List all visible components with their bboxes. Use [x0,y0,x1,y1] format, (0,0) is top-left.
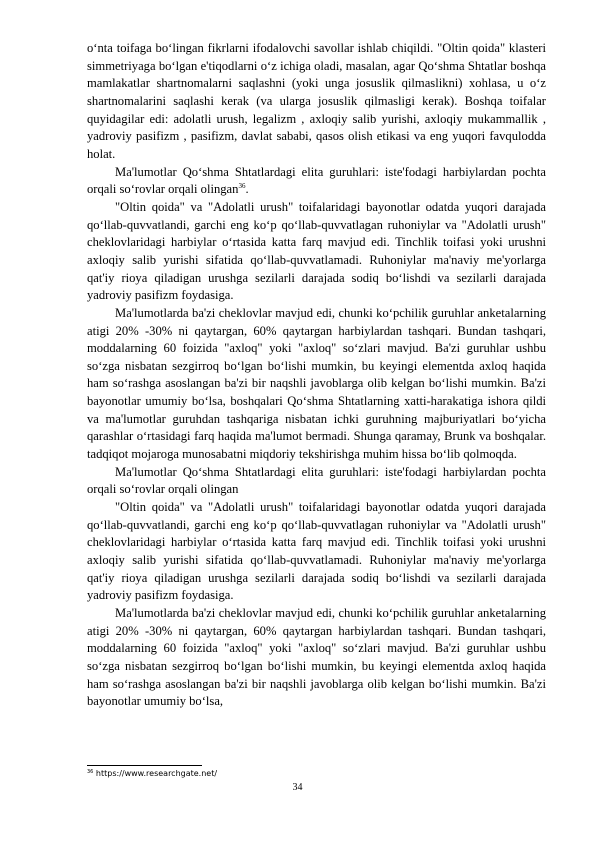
body-text [87,40,546,711]
paragraph-5: Ma'lumotlar Qoʻshma Shtatlardagi elita guruhlari: iste'fodagi harbiylardan pochta orqali soʻrovlar orqali olingan [87,464,546,497]
paragraph-2-text: Ma'lumotlar Qoʻshma Shtatlardagi elita guruhlari: iste'fodagi harbiylardan pochta orqali soʻrovlar orqali olingan [87,164,546,197]
footnote-reference[interactable]: 36 [238,182,246,191]
footnote-link[interactable]: https://www.researchgate.net/ [95,769,218,778]
paragraph-2: Ma'lumotlar Qoʻshma Shtatlardagi elita guruhlari: iste'fodagi harbiylardan pochta orqali soʻrovlar orqali olingan$^{36}$. [87,164,546,197]
page-number: 34 [292,782,303,793]
paragraph-1: oʻnta toifaga boʻlingan fikrlarni ifodalovchi savollar ishlab chiqildi. "Oltin qoida" klasteri simmetriyaga boʻlgan e'tiqodlarni oʻz ichiga oladi, masalan, agar Qoʻshma Shtatlar boshqa mamlakatlar shartnomalarni saqlashni (yoki unga josuslik qilmaslikni) xohlasa, u oʻz shartnomalarini saqlashi kerak (va ularga josuslik qilmasligi kerak). Boshqa toifalar quyidagilar edi: adolatli urush, legalizm , axloqiy salib yurishi, axloqiy mukammallik , yadroviy pasifizm , pasifizm, davlat sababi, qasos olish etikasi va eng yuqori favqulodda holat. [87,41,546,161]
paragraph-3: "Oltin qoida" va "Adolatli urush" toifalaridagi bayonotlar odatda yuqori darajada qoʻllab-quvvatlandi, garchi eng koʻp qoʻllab-quvvatlagan ruhoniylar va "Adolatli urush" cheklovlaridagi harbiylar oʻrtasida katta farq mavjud edi. Tinchlik toifasi yoki urushni axloqiy salib yurishi sifatida qoʻllab-quvvatlamadi. Ruhoniylar ma'naviy me'yorlarga qat'iy rioya qiladigan urushga sezilarli darajada sodiq boʻlishdi va sezilarli darajada yadroviy pasifizm foydasiga. [87,199,546,303]
paragraph-7: Ma'lumotlarda ba'zi cheklovlar mavjud edi, chunki koʻpchilik guruhlar anketalarning atigi 20% -30% ni qaytargan, 60% qaytargan harbiylardan tashqari. Bundan tashqari, moddalarning 60 foizida "axloq" yoki "axloq" soʻzlari mavjud. Ba'zi guruhlar ushbu soʻzga nisbatan sezgirroq boʻlgan boʻlishi mumkin, bu keyingi elementda axloq haqida ham soʻrashga asoslangan ba'zi bir naqshli javoblarga olib kelgan boʻlishi mumkin. Ba'zi bayonotlar umumiy boʻlsa, [87,606,546,709]
paragraph-4: Ma'lumotlarda ba'zi cheklovlar mavjud edi, chunki koʻpchilik guruhlar anketalarning atigi 20% -30% ni qaytargan, 60% qaytargan harbiylardan tashqari. Bundan tashqari, moddalarning 60 foizida "axloq" yoki "axloq" soʻzlari mavjud. Ba'zi guruhlar ushbu soʻzga nisbatan sezgirroq boʻlgan boʻlishi mumkin, bu keyingi elementda axloq haqida ham soʻrashga asoslangan ba'zi bir naqshli javoblarga olib kelgan boʻlishi mumkin. Ba'zi bayonotlar umumiy boʻlsa, boshqalari Qoʻshma Shtatlarning xatti-harakatiga ishora qildi va ma'lumotlar guruhdan tashqariga nisbatan ichki guruhning majburiyatlari boʻyicha qarashlar oʻrtasidagi farq haqida ma'lumot bermadi. Shunga qaramay, Brunk va boshqalar. tadqiqot mojaroga munosabatni miqdoriy tekshirishga muhim hissa boʻlib qolmoqda. [87,305,546,462]
paragraph-6: "Oltin qoida" va "Adolatli urush" toifalaridagi bayonotlar odatda yuqori darajada qoʻllab-quvvatlandi, garchi eng koʻp qoʻllab-quvvatlagan ruhoniylar va "Adolatli urush" cheklovlaridagi harbiylar oʻrtasida katta farq mavjud edi. Tinchlik toifasi yoki urushni axloqiy salib yurishi sifatida qoʻllab-quvvatlamadi. Ruhoniylar ma'naviy me'yorlarga qat'iy rioya qiladigan urushga sezilarli darajada sodiq boʻlishdi va sezilarli darajada yadroviy pasifizm foydasiga. [87,500,546,603]
footnote [87,769,217,779]
footnote-divider [87,765,202,766]
footnote-number: 36 [87,769,94,775]
